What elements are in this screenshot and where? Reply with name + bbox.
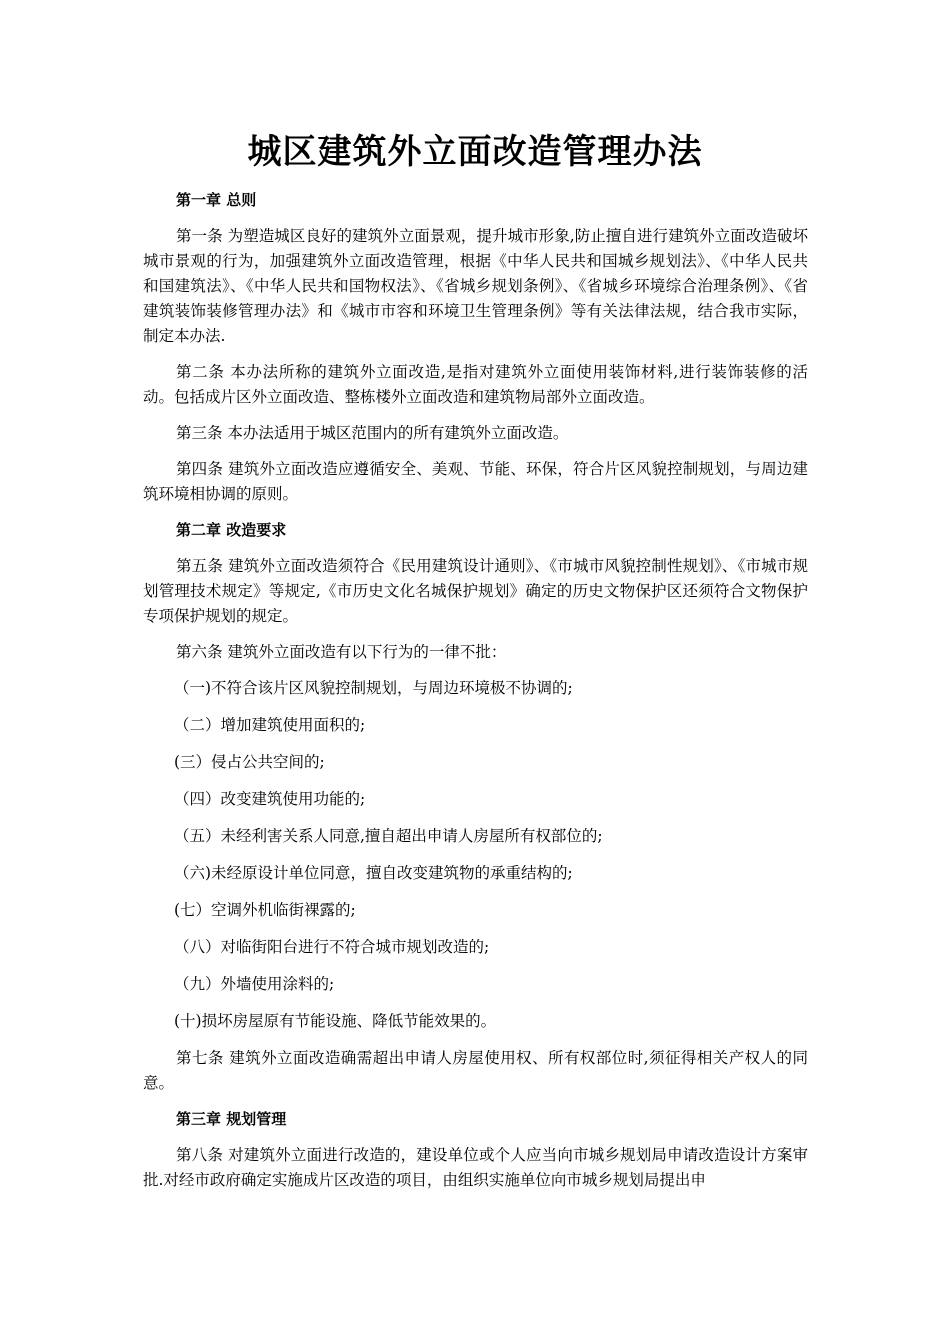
article-paragraph: 第四条 建筑外立面改造应遵循安全、美观、节能、环保，符合片区风貌控制规划，与周边建筑环境相协调的原则。 bbox=[143, 460, 808, 503]
article-paragraph: 第六条 建筑外立面改造有以下行为的一律不批： bbox=[176, 643, 507, 661]
article-paragraph: 第三条 本办法适用于城区范围内的所有建筑外立面改造。 bbox=[176, 424, 569, 442]
list-item: (十)损坏房屋原有节能设施、降低节能效果的。 bbox=[174, 1012, 497, 1030]
list-item: （五）未经利害关系人同意,擅自超出申请人房屋所有权部位的; bbox=[174, 827, 603, 845]
list-item: (七）空调外机临街裸露的; bbox=[174, 901, 356, 919]
article-paragraph: 第二条 本办法所称的建筑外立面改造,是指对建筑外立面使用装饰材料,进行装饰装修的活动。包括成片区外立面改造、整栋楼外立面改造和建筑物局部外立面改造。 bbox=[143, 363, 808, 406]
chapter-heading: 第三章 规划管理 bbox=[176, 1110, 287, 1128]
document-title: 城区建筑外立面改造管理办法 bbox=[247, 132, 703, 172]
list-item: (三）侵占公共空间的; bbox=[174, 753, 325, 771]
list-item: （四）改变建筑使用功能的; bbox=[174, 790, 366, 808]
list-item: （八）对临街阳台进行不符合城市规划改造的; bbox=[174, 938, 490, 956]
list-item: （二）增加建筑使用面积的; bbox=[174, 716, 366, 734]
article-paragraph: 第八条 对建筑外立面进行改造的，建设单位或个人应当向市城乡规划局申请改造设计方案审批.对经市政府确定实施成片区改造的项目，由组织实施单位向市城乡规划局提出申 bbox=[143, 1146, 808, 1189]
article-paragraph: 第五条 建筑外立面改造须符合《民用建筑设计通则》、《市城市风貌控制性规划》、《市城市规划管理技术规定》等规定,《市历史文化名城保护规划》确定的历史文物保护区还须符合文物保护专项保护规划的规定。 bbox=[143, 557, 808, 625]
list-item: （九）外墙使用涂料的; bbox=[174, 975, 335, 993]
chapter-heading: 第一章 总则 bbox=[176, 191, 257, 209]
article-paragraph: 第七条 建筑外立面改造确需超出申请人房屋使用权、所有权部位时,须征得相关产权人的同意。 bbox=[143, 1049, 808, 1092]
list-item: （六)未经原设计单位同意，擅自改变建筑物的承重结构的; bbox=[174, 864, 573, 882]
document-body bbox=[143, 188, 808, 1204]
article-paragraph: 第一条 为塑造城区良好的建筑外立面景观，提升城市形象,防止擅自进行建筑外立面改造破坏城市景观的行为，加强建筑外立面改造管理，根据《中华人民共和国城乡规划法》、《中华人民共和国建筑法》、《中华人民共和国物权法》、《省城乡规划条例》、《省城乡环境综合治理条例》、《省建筑装饰装修管理办法》和《城市市容和环境卫生管理条例》等有关法律法规，结合我市实际，制定本办法. bbox=[143, 227, 808, 345]
chapter-heading: 第二章 改造要求 bbox=[176, 521, 287, 539]
list-item: （一)不符合该片区风貌控制规划，与周边环境极不协调的; bbox=[174, 679, 573, 697]
